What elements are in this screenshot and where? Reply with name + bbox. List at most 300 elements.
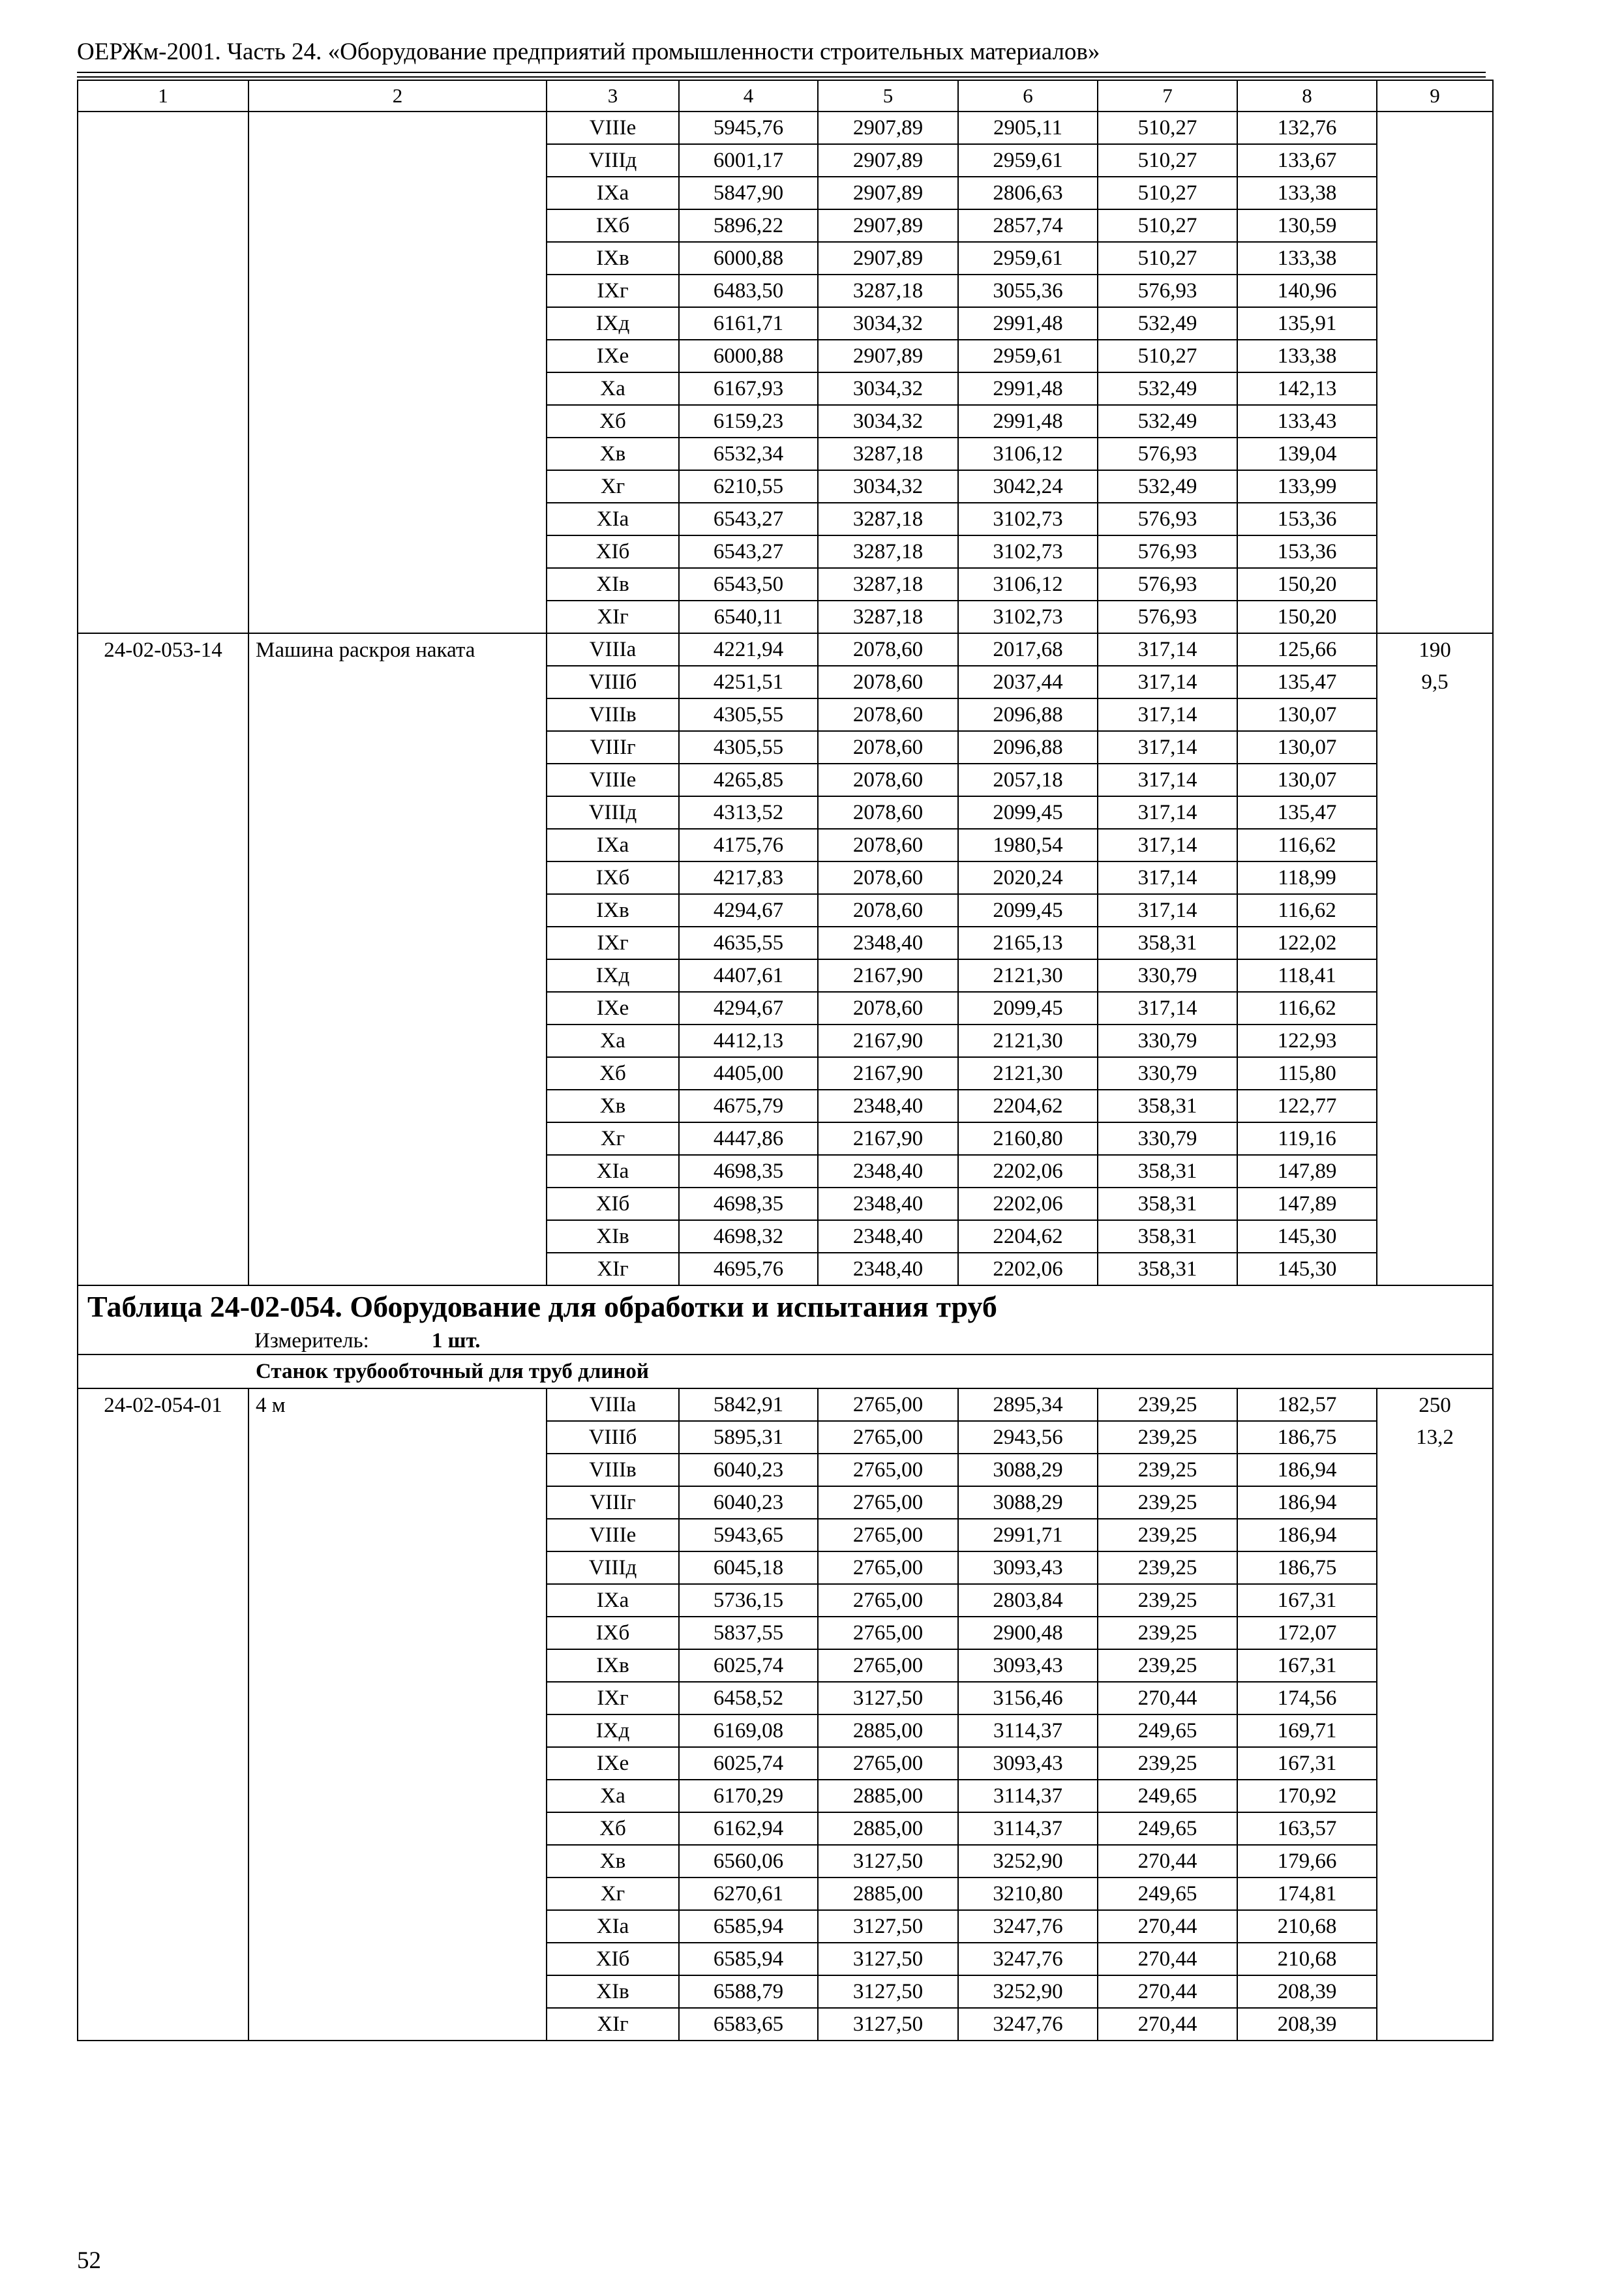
value-cell: 5896,22 xyxy=(679,209,818,242)
value-cell: 6025,74 xyxy=(679,1649,818,1682)
zone-cell: VIIIа xyxy=(547,1388,679,1421)
name-cell xyxy=(248,796,547,829)
zone-cell: IXд xyxy=(547,959,679,992)
name-cell xyxy=(248,470,547,503)
value-cell: 4447,86 xyxy=(679,1122,818,1155)
value-cell: 167,31 xyxy=(1237,1747,1377,1780)
value-cell: 3102,73 xyxy=(958,535,1098,568)
value-cell: 167,31 xyxy=(1237,1584,1377,1617)
table-row xyxy=(78,829,1493,861)
col9-cell xyxy=(1377,1812,1493,1845)
code-cell xyxy=(78,275,248,307)
measure-cell xyxy=(78,1328,1493,1354)
zone-cell: VIIIд xyxy=(547,796,679,829)
value-cell: 3156,46 xyxy=(958,1682,1098,1714)
code-cell xyxy=(78,861,248,894)
value-cell: 317,14 xyxy=(1098,992,1237,1025)
name-cell xyxy=(248,438,547,470)
value-cell: 2959,61 xyxy=(958,340,1098,372)
value-cell: 2885,00 xyxy=(818,1714,958,1747)
value-cell: 317,14 xyxy=(1098,633,1237,666)
table-row xyxy=(78,894,1493,927)
zone-cell: IXг xyxy=(547,275,679,307)
price-table xyxy=(77,80,1494,2041)
value-cell: 182,57 xyxy=(1237,1388,1377,1421)
name-cell xyxy=(248,372,547,405)
value-cell: 163,57 xyxy=(1237,1812,1377,1845)
code-cell xyxy=(78,1975,248,2008)
value-cell: 576,93 xyxy=(1098,503,1237,535)
value-cell: 317,14 xyxy=(1098,698,1237,731)
name-cell xyxy=(248,1714,547,1747)
value-cell: 5842,91 xyxy=(679,1388,818,1421)
value-cell: 3127,50 xyxy=(818,1943,958,1975)
value-cell: 2907,89 xyxy=(818,242,958,275)
zone-cell: Xа xyxy=(547,1780,679,1812)
zone-cell: XIв xyxy=(547,1975,679,2008)
zone-cell: XIб xyxy=(547,535,679,568)
value-cell: 317,14 xyxy=(1098,796,1237,829)
page-header: ОЕРЖм-2001. Часть 24. «Оборудование предприятий промышленности строительных материалов» xyxy=(77,38,1100,65)
col9-cell xyxy=(1377,470,1493,503)
value-cell: 3055,36 xyxy=(958,275,1098,307)
value-cell: 576,93 xyxy=(1098,601,1237,633)
code-cell xyxy=(78,470,248,503)
value-cell: 2348,40 xyxy=(818,1188,958,1220)
value-cell: 4675,79 xyxy=(679,1090,818,1122)
value-cell: 4175,76 xyxy=(679,829,818,861)
value-cell: 2348,40 xyxy=(818,1220,958,1253)
col9-cell xyxy=(1377,1253,1493,1285)
col9-cell xyxy=(1377,1519,1493,1551)
measure-row xyxy=(78,1328,1493,1354)
value-cell: 2167,90 xyxy=(818,1025,958,1057)
name-cell xyxy=(248,1090,547,1122)
value-cell: 239,25 xyxy=(1098,1584,1237,1617)
name-cell xyxy=(248,959,547,992)
col9-cell xyxy=(1377,438,1493,470)
value-cell: 6483,50 xyxy=(679,275,818,307)
zone-cell: XIа xyxy=(547,1910,679,1943)
value-cell: 3114,37 xyxy=(958,1714,1098,1747)
table-row xyxy=(78,568,1493,601)
code-cell xyxy=(78,1943,248,1975)
code-cell xyxy=(78,1780,248,1812)
table-row xyxy=(78,1519,1493,1551)
value-cell: 1980,54 xyxy=(958,829,1098,861)
table-row xyxy=(78,764,1493,796)
value-cell: 4294,67 xyxy=(679,894,818,927)
zone-cell: IXв xyxy=(547,1649,679,1682)
table-row xyxy=(78,177,1493,209)
col9-cell xyxy=(1377,568,1493,601)
value-cell: 3287,18 xyxy=(818,503,958,535)
value-cell: 3088,29 xyxy=(958,1454,1098,1486)
code-cell: 24-02-053-14 xyxy=(78,633,248,666)
zone-cell: VIIIв xyxy=(547,1454,679,1486)
zone-cell: IXб xyxy=(547,1617,679,1649)
value-cell: 6025,74 xyxy=(679,1747,818,1780)
table-row xyxy=(78,796,1493,829)
value-cell: 153,36 xyxy=(1237,535,1377,568)
value-cell: 3042,24 xyxy=(958,470,1098,503)
value-cell: 2078,60 xyxy=(818,894,958,927)
value-cell: 3287,18 xyxy=(818,438,958,470)
col9-cell xyxy=(1377,503,1493,535)
value-cell: 3093,43 xyxy=(958,1747,1098,1780)
name-cell xyxy=(248,1910,547,1943)
value-cell: 2900,48 xyxy=(958,1617,1098,1649)
value-cell: 3034,32 xyxy=(818,405,958,438)
value-cell: 125,66 xyxy=(1237,633,1377,666)
value-cell: 142,13 xyxy=(1237,372,1377,405)
col9-cell xyxy=(1377,796,1493,829)
value-cell: 4405,00 xyxy=(679,1057,818,1090)
table-row xyxy=(78,1388,1493,1421)
value-cell: 5736,15 xyxy=(679,1584,818,1617)
measure-label: Измеритель: xyxy=(254,1329,369,1353)
value-cell: 2765,00 xyxy=(818,1617,958,1649)
value-cell: 3287,18 xyxy=(818,275,958,307)
zone-cell: Xа xyxy=(547,372,679,405)
value-cell: 2202,06 xyxy=(958,1188,1098,1220)
value-cell: 2202,06 xyxy=(958,1155,1098,1188)
value-cell: 3287,18 xyxy=(818,535,958,568)
code-cell xyxy=(78,1122,248,1155)
value-cell: 3034,32 xyxy=(818,307,958,340)
value-cell: 317,14 xyxy=(1098,666,1237,698)
value-cell: 179,66 xyxy=(1237,1845,1377,1878)
value-cell: 3106,12 xyxy=(958,438,1098,470)
col9-cell xyxy=(1377,307,1493,340)
value-cell: 2099,45 xyxy=(958,894,1098,927)
value-cell: 532,49 xyxy=(1098,405,1237,438)
col9-cell: 250 xyxy=(1377,1388,1493,1421)
value-cell: 239,25 xyxy=(1098,1421,1237,1454)
table-row xyxy=(78,438,1493,470)
name-cell xyxy=(248,1057,547,1090)
value-cell: 133,38 xyxy=(1237,340,1377,372)
value-cell: 3127,50 xyxy=(818,1975,958,2008)
value-cell: 133,67 xyxy=(1237,144,1377,177)
value-cell: 6543,50 xyxy=(679,568,818,601)
value-cell: 210,68 xyxy=(1237,1910,1377,1943)
value-cell: 576,93 xyxy=(1098,275,1237,307)
value-cell: 2806,63 xyxy=(958,177,1098,209)
table-row xyxy=(78,209,1493,242)
zone-cell: IXа xyxy=(547,177,679,209)
column-number: 2 xyxy=(248,80,547,112)
code-cell xyxy=(78,1454,248,1486)
value-cell: 358,31 xyxy=(1098,1253,1237,1285)
value-cell: 239,25 xyxy=(1098,1747,1237,1780)
value-cell: 3093,43 xyxy=(958,1551,1098,1584)
value-cell: 270,44 xyxy=(1098,1845,1237,1878)
column-number: 7 xyxy=(1098,80,1237,112)
value-cell: 2765,00 xyxy=(818,1421,958,1454)
value-cell: 2160,80 xyxy=(958,1122,1098,1155)
col9-cell xyxy=(1377,177,1493,209)
name-cell xyxy=(248,405,547,438)
zone-cell: Xа xyxy=(547,1025,679,1057)
value-cell: 2943,56 xyxy=(958,1421,1098,1454)
value-cell: 3102,73 xyxy=(958,601,1098,633)
value-cell: 3247,76 xyxy=(958,1943,1098,1975)
value-cell: 3034,32 xyxy=(818,372,958,405)
col9-cell xyxy=(1377,1155,1493,1188)
value-cell: 186,94 xyxy=(1237,1454,1377,1486)
code-cell xyxy=(78,112,248,144)
table-row xyxy=(78,1910,1493,1943)
code-cell xyxy=(78,438,248,470)
value-cell: 358,31 xyxy=(1098,1188,1237,1220)
subgroup-row xyxy=(78,1354,1493,1388)
value-cell: 6540,11 xyxy=(679,601,818,633)
name-cell xyxy=(248,1812,547,1845)
table-row xyxy=(78,1220,1493,1253)
value-cell: 4221,94 xyxy=(679,633,818,666)
value-cell: 358,31 xyxy=(1098,1090,1237,1122)
value-cell: 2078,60 xyxy=(818,861,958,894)
col9-cell xyxy=(1377,1682,1493,1714)
col9-cell xyxy=(1377,1188,1493,1220)
name-cell xyxy=(248,568,547,601)
name-cell xyxy=(248,1780,547,1812)
value-cell: 239,25 xyxy=(1098,1649,1237,1682)
table-row xyxy=(78,1025,1493,1057)
value-cell: 3127,50 xyxy=(818,1682,958,1714)
col9-cell xyxy=(1377,1975,1493,2008)
value-cell: 249,65 xyxy=(1098,1780,1237,1812)
value-cell: 5895,31 xyxy=(679,1421,818,1454)
value-cell: 6159,23 xyxy=(679,405,818,438)
code-cell xyxy=(78,1714,248,1747)
value-cell: 3252,90 xyxy=(958,1975,1098,2008)
code-cell: 24-02-054-01 xyxy=(78,1388,248,1421)
col9-cell xyxy=(1377,1584,1493,1617)
zone-cell: VIIIг xyxy=(547,1486,679,1519)
zone-cell: IXв xyxy=(547,894,679,927)
value-cell: 3127,50 xyxy=(818,1845,958,1878)
col9-cell xyxy=(1377,405,1493,438)
value-cell: 2895,34 xyxy=(958,1388,1098,1421)
value-cell: 2348,40 xyxy=(818,1253,958,1285)
value-cell: 167,31 xyxy=(1237,1649,1377,1682)
value-cell: 4305,55 xyxy=(679,731,818,764)
value-cell: 6210,55 xyxy=(679,470,818,503)
value-cell: 2121,30 xyxy=(958,1025,1098,1057)
name-cell xyxy=(248,144,547,177)
code-cell xyxy=(78,242,248,275)
table-row xyxy=(78,1943,1493,1975)
name-cell xyxy=(248,2008,547,2041)
name-cell xyxy=(248,535,547,568)
code-cell xyxy=(78,764,248,796)
value-cell: 6560,06 xyxy=(679,1845,818,1878)
code-cell xyxy=(78,601,248,633)
value-cell: 2165,13 xyxy=(958,927,1098,959)
name-cell xyxy=(248,1617,547,1649)
value-cell: 115,80 xyxy=(1237,1057,1377,1090)
value-cell: 2121,30 xyxy=(958,1057,1098,1090)
value-cell: 532,49 xyxy=(1098,307,1237,340)
value-cell: 135,47 xyxy=(1237,666,1377,698)
value-cell: 358,31 xyxy=(1098,927,1237,959)
value-cell: 510,27 xyxy=(1098,209,1237,242)
value-cell: 3106,12 xyxy=(958,568,1098,601)
code-cell xyxy=(78,209,248,242)
value-cell: 317,14 xyxy=(1098,861,1237,894)
zone-cell: IXе xyxy=(547,1747,679,1780)
value-cell: 270,44 xyxy=(1098,1975,1237,2008)
value-cell: 3287,18 xyxy=(818,568,958,601)
col9-cell xyxy=(1377,1878,1493,1910)
value-cell: 3127,50 xyxy=(818,2008,958,2041)
zone-cell: XIг xyxy=(547,2008,679,2041)
col9-cell xyxy=(1377,372,1493,405)
code-cell xyxy=(78,959,248,992)
code-cell xyxy=(78,666,248,698)
code-cell xyxy=(78,1253,248,1285)
measure-value: 1 шт. xyxy=(431,1329,481,1353)
code-cell xyxy=(78,829,248,861)
value-cell: 2167,90 xyxy=(818,1122,958,1155)
value-cell: 2348,40 xyxy=(818,1155,958,1188)
zone-cell: Xг xyxy=(547,1122,679,1155)
value-cell: 330,79 xyxy=(1098,1057,1237,1090)
col9-cell xyxy=(1377,1747,1493,1780)
name-cell xyxy=(248,1421,547,1454)
col9-cell xyxy=(1377,1220,1493,1253)
code-cell xyxy=(78,535,248,568)
value-cell: 4294,67 xyxy=(679,992,818,1025)
column-number: 8 xyxy=(1237,80,1377,112)
column-number: 4 xyxy=(679,80,818,112)
column-number: 9 xyxy=(1377,80,1493,112)
value-cell: 118,41 xyxy=(1237,959,1377,992)
col9-cell xyxy=(1377,1486,1493,1519)
code-cell xyxy=(78,1090,248,1122)
value-cell: 4695,76 xyxy=(679,1253,818,1285)
zone-cell: Xб xyxy=(547,1812,679,1845)
value-cell: 6585,94 xyxy=(679,1943,818,1975)
value-cell: 2991,71 xyxy=(958,1519,1098,1551)
value-cell: 249,65 xyxy=(1098,1714,1237,1747)
value-cell: 133,43 xyxy=(1237,405,1377,438)
value-cell: 3088,29 xyxy=(958,1486,1098,1519)
name-cell xyxy=(248,992,547,1025)
name-cell xyxy=(248,1649,547,1682)
zone-cell: XIв xyxy=(547,568,679,601)
name-cell xyxy=(248,1025,547,1057)
value-cell: 239,25 xyxy=(1098,1454,1237,1486)
table-row xyxy=(78,1584,1493,1617)
value-cell: 172,07 xyxy=(1237,1617,1377,1649)
section-title: Таблица 24-02-054. Оборудование для обработки и испытания труб xyxy=(78,1285,1493,1328)
name-cell xyxy=(248,1454,547,1486)
code-cell xyxy=(78,1812,248,1845)
value-cell: 6588,79 xyxy=(679,1975,818,2008)
value-cell: 145,30 xyxy=(1237,1220,1377,1253)
table-body xyxy=(78,80,1493,2041)
code-cell xyxy=(78,1682,248,1714)
name-cell xyxy=(248,1486,547,1519)
col9-cell xyxy=(1377,112,1493,144)
code-cell xyxy=(78,927,248,959)
value-cell: 2078,60 xyxy=(818,698,958,731)
table-row xyxy=(78,275,1493,307)
col9-cell xyxy=(1377,861,1493,894)
value-cell: 6001,17 xyxy=(679,144,818,177)
zone-cell: VIIIд xyxy=(547,144,679,177)
header-rule-2 xyxy=(77,76,1486,78)
name-cell xyxy=(248,894,547,927)
value-cell: 4217,83 xyxy=(679,861,818,894)
name-cell xyxy=(248,1188,547,1220)
col9-cell: 190 xyxy=(1377,633,1493,666)
code-cell xyxy=(78,340,248,372)
name-cell xyxy=(248,1253,547,1285)
col9-cell xyxy=(1377,2008,1493,2041)
zone-cell: XIб xyxy=(547,1943,679,1975)
table-row xyxy=(78,1682,1493,1714)
zone-cell: XIг xyxy=(547,601,679,633)
name-cell xyxy=(248,666,547,698)
value-cell: 170,92 xyxy=(1237,1780,1377,1812)
value-cell: 186,75 xyxy=(1237,1551,1377,1584)
zone-cell: VIIIг xyxy=(547,731,679,764)
table-row xyxy=(78,927,1493,959)
value-cell: 5847,90 xyxy=(679,177,818,209)
name-cell xyxy=(248,927,547,959)
zone-cell: VIIIе xyxy=(547,1519,679,1551)
zone-cell: VIIIв xyxy=(547,698,679,731)
table-row xyxy=(78,1617,1493,1649)
code-cell xyxy=(78,372,248,405)
value-cell: 2204,62 xyxy=(958,1090,1098,1122)
table-row xyxy=(78,470,1493,503)
name-cell xyxy=(248,1878,547,1910)
value-cell: 317,14 xyxy=(1098,764,1237,796)
table-row xyxy=(78,405,1493,438)
value-cell: 239,25 xyxy=(1098,1519,1237,1551)
table-row xyxy=(78,503,1493,535)
name-cell xyxy=(248,1551,547,1584)
value-cell: 2020,24 xyxy=(958,861,1098,894)
value-cell: 2078,60 xyxy=(818,829,958,861)
code-cell xyxy=(78,698,248,731)
value-cell: 6585,94 xyxy=(679,1910,818,1943)
subgroup-title: Станок трубообточный для труб длиной xyxy=(78,1354,1493,1388)
col9-cell xyxy=(1377,1122,1493,1155)
code-cell xyxy=(78,1649,248,1682)
value-cell: 140,96 xyxy=(1237,275,1377,307)
name-cell xyxy=(248,307,547,340)
value-cell: 122,93 xyxy=(1237,1025,1377,1057)
col9-cell: 13,2 xyxy=(1377,1421,1493,1454)
value-cell: 3093,43 xyxy=(958,1649,1098,1682)
value-cell: 510,27 xyxy=(1098,242,1237,275)
value-cell: 317,14 xyxy=(1098,829,1237,861)
table-row xyxy=(78,633,1493,666)
value-cell: 2096,88 xyxy=(958,731,1098,764)
value-cell: 118,99 xyxy=(1237,861,1377,894)
value-cell: 4313,52 xyxy=(679,796,818,829)
table-row xyxy=(78,1812,1493,1845)
value-cell: 270,44 xyxy=(1098,1682,1237,1714)
value-cell: 2907,89 xyxy=(818,144,958,177)
value-cell: 3102,73 xyxy=(958,503,1098,535)
